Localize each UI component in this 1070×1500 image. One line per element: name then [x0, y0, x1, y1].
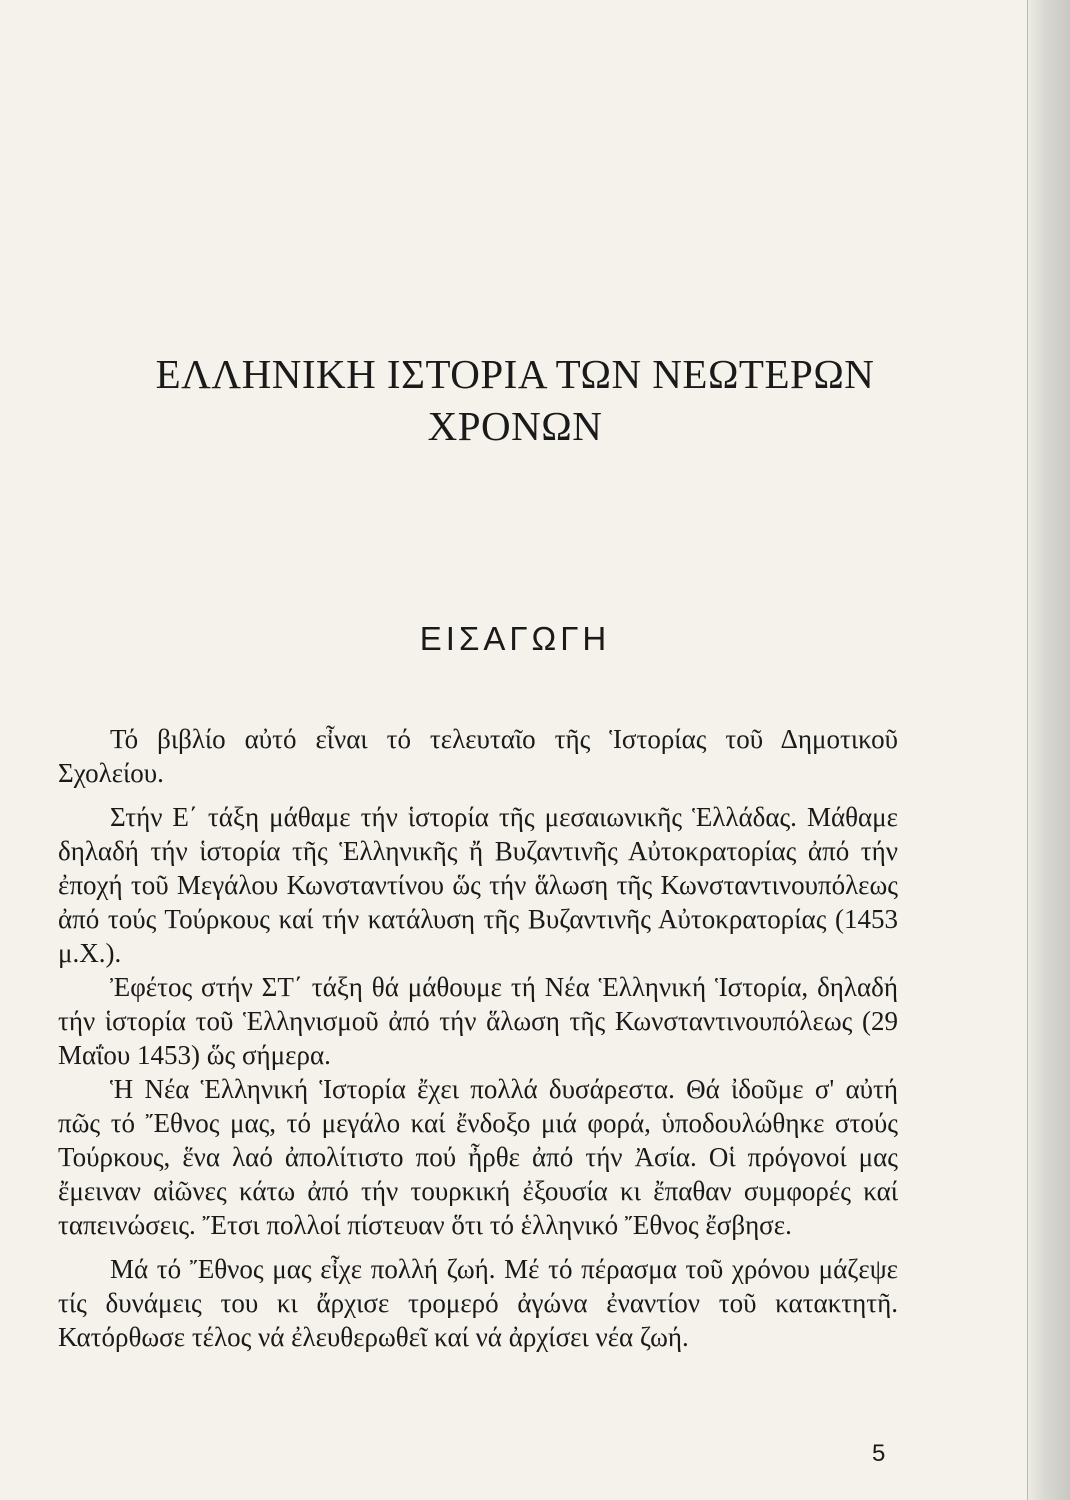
page-number: 5	[872, 1440, 886, 1467]
paragraph: Τό βιβλίο αὐτό εἶναι τό τελευταῖο τῆς Ἱστορίας τοῦ Δημοτικοῦ Σχολείου.	[58, 724, 898, 788]
title-line-2: ΧΡΟΝΩΝ	[427, 403, 603, 449]
paragraph: Ἐφέτος στήν ΣΤ΄ τάξη θά μάθουμε τή Νέα Ἑλληνική Ἱστορία, δηλαδή τήν ἱστορία τοῦ Ἑλληνισμοῦ ἀπό τήν ἅλωση τῆς Κωνσταντινουπόλεως (29 Μαΐου 1453) ὥς σήμερα.	[58, 972, 898, 1070]
title-line-1: ΕΛΛΗΝΙΚΗ ΙΣΤΟΡΙΑ ΤΩΝ ΝΕΩΤΕΡΩΝ	[155, 351, 875, 397]
paragraph: Μά τό Ἔθνος μας εἶχε πολλή ζωή. Μέ τό πέρασμα τοῦ χρόνου μάζεψε τίς δυνάμεις του κι ἄρχισε τρομερό ἀγώνα ἐναντίον τοῦ κατακτητῆ. Κατόρθωσε τέλος νά ἐλευθερωθεῖ καί νά ἀρχίσει νέα ζωή.	[58, 1254, 898, 1352]
page-edge	[1027, 0, 1070, 1500]
paragraph: Στήν Ε΄ τάξη μάθαμε τήν ἱστορία τῆς μεσαιωνικῆς Ἑλλάδας. Μάθαμε δηλαδή τήν ἱστορία τῆς Ἑλληνικῆς ἤ Βυζαντινῆς Αὐτοκρατορίας ἀπό τήν ἐποχή τοῦ Μεγάλου Κωνσταντίνου ὥς τήν ἅλωση τῆς Κωνσταντινουπόλεως ἀπό τούς Τούρκους καί τήν κατάλυση τῆς Βυζαντινῆς Αὐτοκρατορίας (1453 μ.Χ.).	[58, 802, 898, 968]
section-heading: ΕΙΣΑΓΩΓΗ	[419, 620, 611, 657]
body-text	[58, 722, 898, 1354]
paragraph: Ἡ Νέα Ἑλληνική Ἱστορία ἔχει πολλά δυσάρεστα. Θά ἰδοῦμε σ' αὐτή πῶς τό Ἔθνος μας, τό μεγάλο καί ἔνδοξο μιά φορά, ὑποδουλώθηκε στούς Τούρκους, ἕνα λαό ἀπολίτιστο πού ἦρθε ἀπό τήν Ἀσία. Οἱ πρόγονοί μας ἔμειναν αἰῶνες κάτω ἀπό τήν τουρκική ἐξουσία κι ἔπαθαν συμφορές καί ταπεινώσεις. Ἔτσι πολλοί πίστευαν ὅτι τό ἑλληνικό Ἔθνος ἔσβησε.	[58, 1074, 898, 1240]
page-title	[60, 348, 970, 452]
